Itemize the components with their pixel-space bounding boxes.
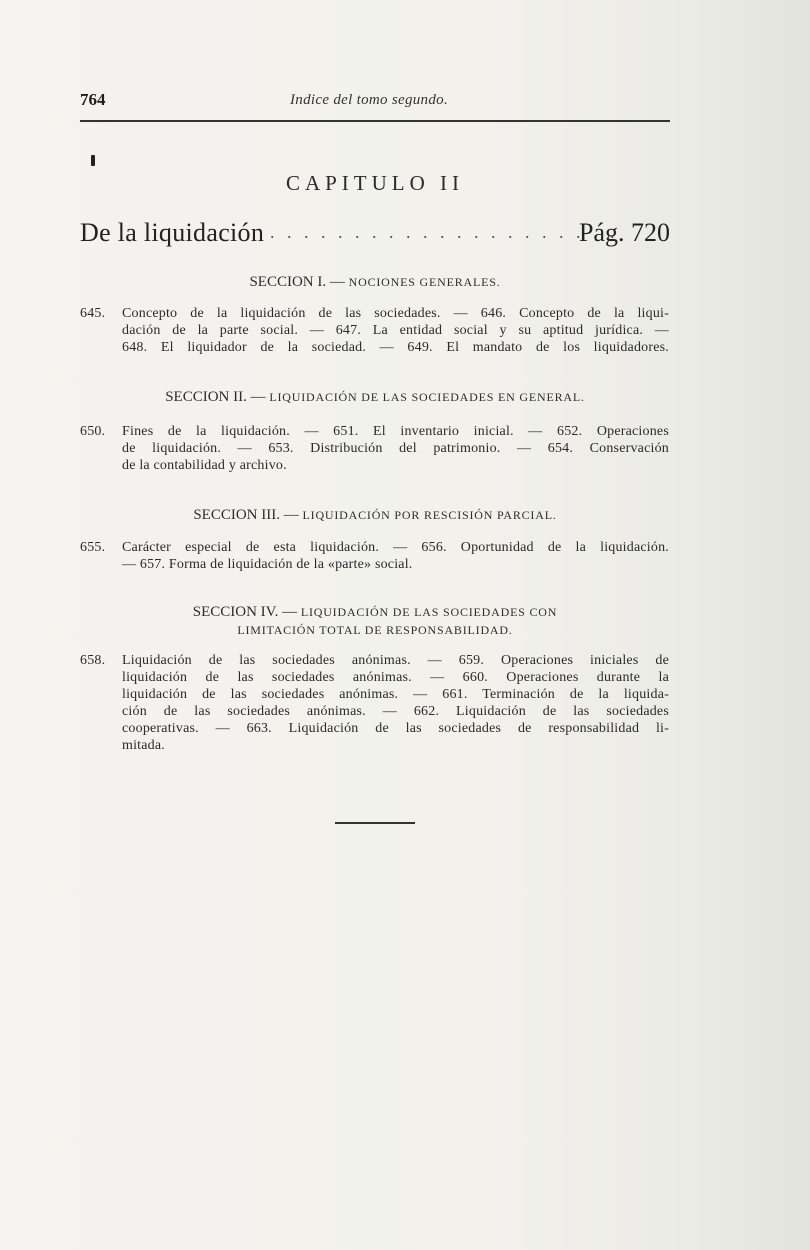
section-entry bbox=[80, 423, 670, 478]
entry-text bbox=[122, 305, 669, 356]
entry-line: liquidación de las sociedades anónimas. — 661. Terminación de la liquida- bbox=[122, 687, 669, 702]
section-title: LIQUIDACIÓN POR RESCISIÓN PARCIAL. bbox=[302, 508, 557, 522]
entry-line: Carácter especial de esta liquidación. — 656. Oportunidad de la liquidación. bbox=[122, 540, 669, 555]
entry-line: dación de la parte social. — 647. La entidad social y su aptitud jurídica. — bbox=[122, 323, 669, 338]
header-rule bbox=[80, 120, 670, 122]
entry-line: Fines de la liquidación. — 651. El inventario inicial. — 652. Operaciones bbox=[122, 424, 669, 439]
section-title: LIQUIDACIÓN DE LAS SOCIEDADES EN GENERAL. bbox=[269, 390, 585, 404]
section-heading bbox=[0, 273, 750, 291]
page-header bbox=[80, 90, 670, 116]
section-label: SECCION I. — bbox=[249, 274, 345, 290]
section-entry bbox=[80, 652, 670, 756]
leader-dots: . . . . . . . . . . . . . . . . . . . . . bbox=[270, 222, 619, 242]
entry-line: cooperativas. — 663. Liquidación de las sociedades de responsabilidad li- bbox=[122, 721, 669, 736]
section-title: LIQUIDACIÓN DE LAS SOCIEDADES CON bbox=[300, 605, 558, 619]
entry-line: — 657. Forma de liquidación de la «parte» social. bbox=[122, 557, 413, 572]
entry-number: 655. bbox=[80, 540, 106, 555]
entry-line: 648. El liquidador de la sociedad. — 649. El mandato de los liquidadores. bbox=[122, 340, 669, 355]
section-label: SECCION II. — bbox=[165, 389, 266, 405]
section-heading bbox=[0, 506, 750, 524]
entry-line: ción de las sociedades anónimas. — 662. Liquidación de las sociedades bbox=[122, 704, 669, 719]
entry-line: Concepto de la liquidación de las sociedades. — 646. Concepto de la liqui- bbox=[122, 306, 669, 321]
entry-text bbox=[122, 539, 669, 573]
section-entry bbox=[80, 539, 670, 577]
entry-line: de liquidación. — 653. Distribución del patrimonio. — 654. Conservación bbox=[122, 441, 669, 456]
ink-mark bbox=[91, 155, 95, 166]
entry-number: 645. bbox=[80, 306, 106, 321]
entry-text bbox=[122, 652, 669, 754]
section-title: NOCIONES GENERALES. bbox=[348, 275, 501, 289]
section-label: SECCION III. — bbox=[193, 507, 299, 523]
chapter-subject: De la liquidación bbox=[80, 218, 265, 247]
page-number: 764 bbox=[80, 90, 106, 109]
entry-number: 658. bbox=[80, 653, 106, 668]
entry-number: 650. bbox=[80, 424, 106, 439]
closing-rule bbox=[335, 822, 415, 824]
section-heading bbox=[0, 388, 750, 406]
section-title-continued: LIMITACIÓN TOTAL DE RESPONSABILIDAD. bbox=[237, 623, 513, 637]
entry-line: mitada. bbox=[122, 738, 165, 753]
chapter-subject-line bbox=[80, 218, 670, 254]
entry-line: liquidación de las sociedades anónimas. — 660. Operaciones durante la bbox=[122, 670, 669, 685]
section-entry bbox=[80, 305, 670, 360]
section-label: SECCION IV. — bbox=[192, 604, 298, 620]
entry-line: de la contabilidad y archivo. bbox=[122, 458, 287, 473]
page-reference: Pág. 720 bbox=[579, 218, 670, 247]
running-head: Indice del tomo segundo. bbox=[290, 92, 448, 108]
section-heading bbox=[0, 603, 750, 639]
chapter-title: CAPITULO II bbox=[285, 171, 465, 195]
entry-line: Liquidación de las sociedades anónimas. — 659. Operaciones iniciales de bbox=[122, 653, 669, 668]
entry-text bbox=[122, 423, 669, 474]
